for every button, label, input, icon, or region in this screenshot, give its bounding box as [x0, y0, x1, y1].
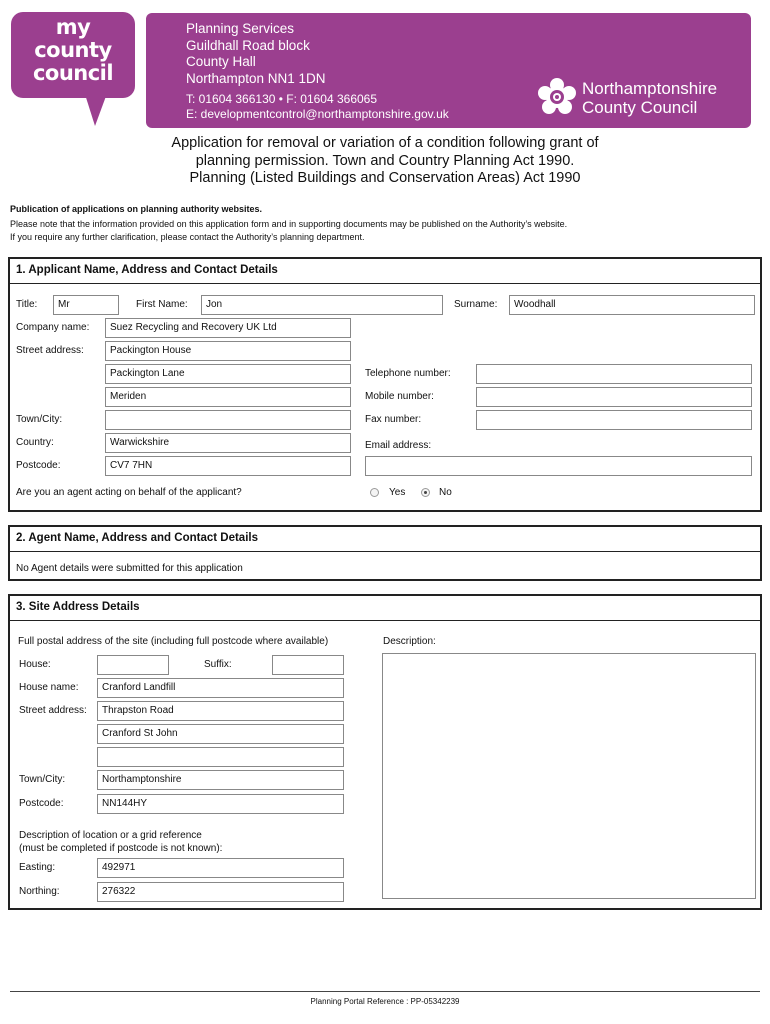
logo-word-my: my	[55, 15, 91, 39]
email-field[interactable]	[365, 456, 752, 476]
address-line: Northampton NN1 1DN	[186, 70, 326, 86]
house-name-field[interactable]: Cranford Landfill	[97, 678, 344, 698]
description-field[interactable]	[382, 653, 756, 899]
publication-heading: Publication of applications on planning authority websites.	[10, 204, 263, 214]
notice-line: If you require any further clarification, please contact the Authority’s planning department.	[10, 231, 365, 242]
section-applicant	[8, 257, 762, 512]
logo-text	[18, 16, 128, 85]
easting-field[interactable]: 492971	[97, 858, 344, 878]
section-title: 3. Site Address Details	[16, 601, 140, 613]
town-field[interactable]	[105, 410, 351, 430]
publication-notice	[10, 218, 567, 243]
telephone-field[interactable]	[476, 364, 752, 384]
council-name-line: County Council	[582, 98, 698, 117]
postcode-label: Postcode:	[16, 460, 61, 471]
notice-line: Please note that the information provided on this application form and in supporting documents may be published on the Authority’s website.	[10, 219, 568, 229]
street-address-line-2[interactable]: Cranford St John	[97, 724, 344, 744]
title-line: planning permission. Town and Country Planning Act 1990.	[195, 152, 575, 169]
agent-no-label: No	[439, 487, 452, 498]
rose-crest-icon	[536, 76, 578, 118]
planning-portal-reference: Planning Portal Reference : PP-05342239	[310, 997, 460, 1006]
house-name-label: House name:	[19, 682, 79, 693]
surname-field[interactable]: Woodhall	[509, 295, 755, 315]
email-line: E: developmentcontrol@northamptonshire.gov.uk	[186, 107, 449, 121]
mobile-label: Mobile number:	[365, 391, 434, 402]
company-name-label: Company name:	[16, 322, 90, 333]
title-label: Title:	[16, 299, 38, 310]
telephone-label: Telephone number:	[365, 368, 451, 379]
location-note-line: (must be completed if postcode is not known):	[19, 842, 223, 854]
house-label: House:	[19, 659, 51, 670]
title-line: Planning (Listed Buildings and Conservation Areas) Act 1990	[189, 170, 581, 186]
street-address-line-3[interactable]: Meriden	[105, 387, 351, 407]
fax-field[interactable]	[476, 410, 752, 430]
agent-question: Are you an agent acting on behalf of the applicant?	[16, 487, 242, 498]
postcode-field[interactable]: NN144HY	[97, 794, 344, 814]
company-name-field[interactable]: Suez Recycling and Recovery UK Ltd	[105, 318, 351, 338]
street-address-line-3[interactable]	[97, 747, 344, 767]
northing-field[interactable]: 276322	[97, 882, 344, 902]
street-address-label: Street address:	[16, 345, 84, 356]
first-name-label: First Name:	[136, 299, 188, 310]
section-agent	[8, 525, 762, 581]
section-divider	[10, 620, 760, 621]
street-address-label: Street address:	[19, 705, 87, 716]
town-field[interactable]: Northamptonshire	[97, 770, 344, 790]
first-name-field[interactable]: Jon	[201, 295, 443, 315]
agent-yes-radio[interactable]	[370, 488, 379, 497]
logo-speech-tail	[83, 88, 109, 126]
street-address-line-1[interactable]: Thrapston Road	[97, 701, 344, 721]
agent-note: No Agent details were submitted for this application	[16, 563, 243, 574]
footer-divider	[10, 991, 760, 992]
planning-services-address	[186, 21, 326, 87]
contact-details	[186, 92, 449, 122]
phone-fax-line: T: 01604 366130 • F: 01604 366065	[186, 92, 378, 106]
site-address-intro: Full postal address of the site (including full postcode where available)	[18, 636, 329, 647]
address-line: County Hall	[186, 54, 256, 69]
postcode-label: Postcode:	[19, 798, 64, 809]
section-divider	[10, 283, 760, 284]
town-label: Town/City:	[19, 774, 66, 785]
country-label: Country:	[16, 437, 54, 448]
suffix-label: Suffix:	[204, 659, 232, 670]
section-title: 1. Applicant Name, Address and Contact Details	[16, 264, 278, 276]
location-note-line: Description of location or a grid reference	[19, 830, 202, 841]
section-divider	[10, 551, 760, 552]
mobile-field[interactable]	[476, 387, 752, 407]
street-address-line-1[interactable]: Packington House	[105, 341, 351, 361]
title-line: Application for removal or variation of a condition following grant of	[171, 135, 599, 151]
easting-label: Easting:	[19, 862, 56, 873]
document-title	[60, 135, 710, 188]
council-name-line: Northamptonshire	[582, 79, 718, 98]
logo-word-council: council	[32, 61, 114, 85]
location-note	[19, 830, 222, 855]
town-label: Town/City:	[16, 414, 63, 425]
description-label: Description:	[383, 636, 436, 647]
suffix-field[interactable]	[272, 655, 344, 675]
logo-word-county: county	[34, 38, 112, 62]
fax-label: Fax number:	[365, 414, 422, 425]
surname-label: Surname:	[454, 299, 498, 310]
address-line: Planning Services	[186, 21, 295, 36]
agent-yes-label: Yes	[389, 487, 406, 498]
postcode-field[interactable]: CV7 7HN	[105, 456, 351, 476]
title-field[interactable]: Mr	[53, 295, 119, 315]
address-line: Guildhall Road block	[186, 37, 310, 53]
northing-label: Northing:	[19, 886, 60, 897]
section-title: 2. Agent Name, Address and Contact Details	[16, 532, 258, 544]
email-label: Email address:	[365, 440, 432, 451]
house-field[interactable]	[97, 655, 169, 675]
country-field[interactable]: Warwickshire	[105, 433, 351, 453]
agent-no-radio[interactable]	[421, 488, 430, 497]
council-name	[582, 79, 717, 117]
section-site-address	[8, 594, 762, 910]
street-address-line-2[interactable]: Packington Lane	[105, 364, 351, 384]
